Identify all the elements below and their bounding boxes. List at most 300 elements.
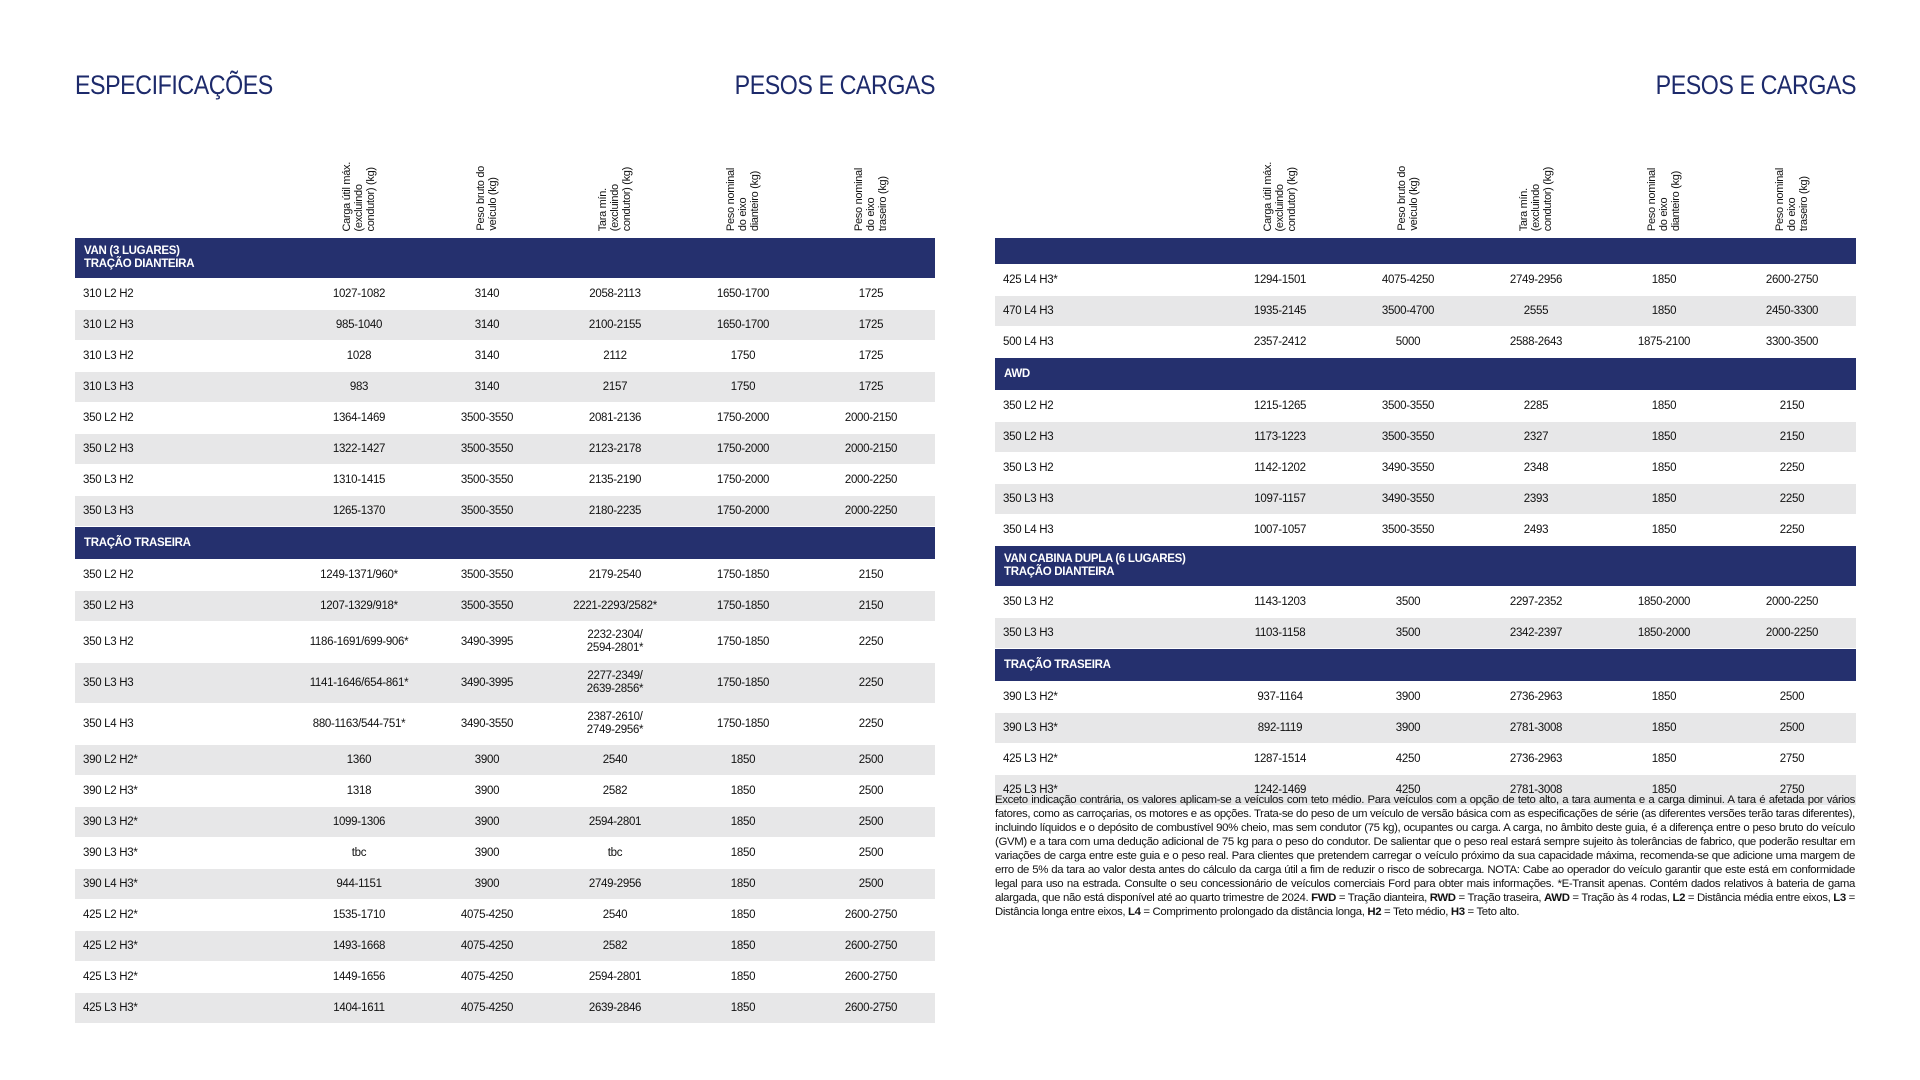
value-cell: 2594-2801: [551, 807, 679, 838]
table-header: [75, 154, 935, 238]
table-row: [75, 745, 935, 776]
value-cell: 1493-1668: [295, 931, 423, 962]
model-cell: 350 L2 H2: [75, 403, 295, 434]
value-cell: 1750-2000: [679, 496, 807, 527]
value-cell: 2749-2956: [1472, 265, 1600, 296]
value-cell: 3140: [423, 279, 551, 310]
section-title: TRAÇÃO TRASEIRA: [995, 649, 1856, 682]
model-cell: 425 L3 H2*: [995, 744, 1216, 775]
model-cell: 350 L3 H2: [75, 465, 295, 496]
table-row: [995, 265, 1856, 296]
value-cell: 2500: [807, 869, 935, 900]
page-title-especificacoes: ESPECIFICAÇÕES: [75, 70, 273, 100]
section-header-row: [75, 527, 935, 560]
table-row: [995, 587, 1856, 618]
value-cell: 1850: [679, 869, 807, 900]
value-cell: 1322-1427: [295, 434, 423, 465]
value-cell: 2250: [807, 704, 935, 745]
value-cell: 4250: [1344, 775, 1472, 806]
table-body: [75, 238, 935, 1024]
value-cell: 2749-2956: [551, 869, 679, 900]
model-cell: 350 L2 H2: [75, 560, 295, 591]
table-row: [995, 422, 1856, 453]
value-cell: 1875-2100: [1600, 327, 1728, 358]
value-cell: 2081-2136: [551, 403, 679, 434]
value-cell: 2297-2352: [1472, 587, 1600, 618]
value-cell: 2450-3300: [1728, 296, 1856, 327]
value-cell: 3500: [1344, 618, 1472, 649]
value-cell: 2232-2304/ 2594-2801*: [551, 622, 679, 663]
value-cell: 2221-2293/2582*: [551, 591, 679, 622]
value-cell: 1265-1370: [295, 496, 423, 527]
value-cell: 2150: [807, 560, 935, 591]
model-cell: 390 L2 H2*: [75, 745, 295, 776]
abbreviation-meaning: Teto alto: [1476, 906, 1517, 918]
value-cell: 2588-2643: [1472, 327, 1600, 358]
table-row: [995, 484, 1856, 515]
value-cell: 1535-1710: [295, 900, 423, 931]
page-title-pesos-cargas-right: PESOS E CARGAS: [1655, 70, 1856, 100]
value-cell: 3300-3500: [1728, 327, 1856, 358]
value-cell: 3500-3550: [423, 434, 551, 465]
column-header-label: Carga útil máx. (excluindo condutor) (kg): [1262, 161, 1298, 231]
page-title-pesos-cargas-left: PESOS E CARGAS: [734, 70, 935, 100]
model-cell: 310 L3 H2: [75, 341, 295, 372]
abbreviation-term: L3: [1833, 892, 1846, 904]
value-cell: 1310-1415: [295, 465, 423, 496]
value-cell: 2540: [551, 900, 679, 931]
value-cell: 3900: [423, 776, 551, 807]
value-cell: 1725: [807, 341, 935, 372]
column-header-label: Carga útil máx. (excluindo condutor) (kg): [341, 161, 377, 231]
value-cell: 937-1164: [1216, 682, 1344, 713]
abbreviation-meaning: Distância longa entre eixos: [995, 906, 1123, 918]
value-cell: 3490-3550: [1344, 453, 1472, 484]
value-cell: 2135-2190: [551, 465, 679, 496]
value-cell: 2327: [1472, 422, 1600, 453]
value-cell: 1850-2000: [1600, 618, 1728, 649]
column-header: [295, 154, 423, 238]
value-cell: 1318: [295, 776, 423, 807]
value-cell: 1850: [1600, 296, 1728, 327]
value-cell: 2387-2610/ 2749-2956*: [551, 704, 679, 745]
model-cell: 350 L3 H2: [995, 587, 1216, 618]
model-cell: 390 L3 H3*: [995, 713, 1216, 744]
value-cell: 2500: [807, 776, 935, 807]
value-cell: 1750-2000: [679, 403, 807, 434]
value-cell: 3900: [423, 745, 551, 776]
value-cell: 1850: [1600, 453, 1728, 484]
value-cell: 1028: [295, 341, 423, 372]
value-cell: 1650-1700: [679, 310, 807, 341]
value-cell: 2555: [1472, 296, 1600, 327]
column-header-label: Peso bruto do veículo (kg): [1396, 166, 1420, 231]
value-cell: 2357-2412: [1216, 327, 1344, 358]
table-row: [75, 962, 935, 993]
abbreviation-meaning: Tração traseira: [1467, 892, 1539, 904]
value-cell: 1850: [679, 962, 807, 993]
value-cell: 1850: [679, 776, 807, 807]
value-cell: 2000-2250: [1728, 587, 1856, 618]
value-cell: 3490-3550: [423, 704, 551, 745]
table-row: [995, 453, 1856, 484]
value-cell: 1750: [679, 341, 807, 372]
value-cell: 985-1040: [295, 310, 423, 341]
value-cell: 2000-2250: [1728, 618, 1856, 649]
value-cell: 892-1119: [1216, 713, 1344, 744]
column-header-label: Peso nominal do eixo traseiro (kg): [1774, 167, 1810, 231]
value-cell: 1850: [1600, 713, 1728, 744]
table-row: [75, 776, 935, 807]
model-cell: 350 L2 H3: [75, 434, 295, 465]
value-cell: 1750-1850: [679, 704, 807, 745]
value-cell: 1173-1223: [1216, 422, 1344, 453]
table-row: [75, 560, 935, 591]
value-cell: 1850: [1600, 744, 1728, 775]
abbreviation-list: FWD = Tração dianteira, RWD = Tração traseira, AWD = Tração às 4 rodas, L2 = Distância média entre eixos, L3 = Distância longa entre eixos, L4 = Comprimento prolongado da distância longa, H2 = Teto médio, H3 = Teto alto.: [995, 892, 1855, 918]
value-cell: 2500: [807, 745, 935, 776]
value-cell: 983: [295, 372, 423, 403]
column-header-label: Peso nominal do eixo traseiro (kg): [853, 167, 889, 231]
value-cell: 1750-1850: [679, 663, 807, 704]
section-title: AWD: [995, 358, 1856, 391]
section-header-row: [995, 546, 1856, 587]
abbreviation-term: H2: [1367, 906, 1382, 918]
value-cell: 1404-1611: [295, 993, 423, 1024]
value-cell: 3500-3550: [423, 560, 551, 591]
value-cell: 3500-3550: [1344, 391, 1472, 422]
value-cell: 2594-2801: [551, 962, 679, 993]
value-cell: 2250: [807, 663, 935, 704]
section-header-row: [75, 238, 935, 279]
value-cell: 1287-1514: [1216, 744, 1344, 775]
value-cell: 2736-2963: [1472, 682, 1600, 713]
section-header-row: [995, 649, 1856, 682]
column-header: [1728, 154, 1856, 238]
footnote-text: Exceto indicação contrária, os valores aplicam-se a veículos com teto médio. Para veículos com a opção de teto alto, a tara aumenta e a carga diminui. A tara é afetada por vários fatores, como as carroçarias, os motores e as opções. Trata-se do peso de um veículo de versão básica com as especificações de série (as diferentes versões terão taras diferentes), incluindo líquidos e o depósito de combustível 90% cheio, mas sem condutor (75 kg), ocupantes ou carga. A carga, no âmbito deste guia, é a diferença entre o peso bruto do veículo (GVM) e a tara com uma dedução adicional de 75 kg para o peso do condutor. De salientar que o peso real estará sempre sujeito às tolerâncias de fabrico, que poderão resultar em variações de carga entre este guia e o peso real. Para clientes que pretendem carregar o veículo próximo da sua capacidade máxima, recomenda-se que adicione uma margem de erro de 5% da tara ao valor desta antes do cálculo da carga útil a fim de reduzir o risco de sobrecarga. NOTA: Cabe ao operador do veículo garantir que este está em conformidade legal para uso na estrada. Consulte o seu concessionário de veículos comerciais Ford para obter mais informações. *E-Transit apenas. Contém dados relativos à bateria de gama alargada, que não está disponível até ao quarto trimestre de 2024.: [995, 794, 1855, 904]
column-header: [423, 154, 551, 238]
value-cell: 1750-1850: [679, 560, 807, 591]
value-cell: 2179-2540: [551, 560, 679, 591]
model-cell: 350 L3 H3: [75, 496, 295, 527]
abbreviation-term: L4: [1127, 906, 1141, 918]
value-cell: 2493: [1472, 515, 1600, 546]
value-cell: 1142-1202: [1216, 453, 1344, 484]
abbreviation-term: L2: [1672, 892, 1686, 904]
model-cell: 350 L3 H2: [995, 453, 1216, 484]
model-cell: 390 L3 H2*: [75, 807, 295, 838]
section-title: TRAÇÃO TRASEIRA: [75, 527, 935, 560]
value-cell: 2342-2397: [1472, 618, 1600, 649]
column-header-row: [75, 154, 935, 238]
value-cell: 4075-4250: [1344, 265, 1472, 296]
value-cell: 4075-4250: [423, 962, 551, 993]
value-cell: 2000-2150: [807, 434, 935, 465]
model-cell: 425 L3 H2*: [75, 962, 295, 993]
value-cell: 2781-3008: [1472, 775, 1600, 806]
value-cell: 2393: [1472, 484, 1600, 515]
table-row: [75, 372, 935, 403]
value-cell: 1143-1203: [1216, 587, 1344, 618]
column-header: [1216, 154, 1344, 238]
table-row: [995, 296, 1856, 327]
value-cell: 2180-2235: [551, 496, 679, 527]
value-cell: 2500: [1728, 713, 1856, 744]
value-cell: 1242-1469: [1216, 775, 1344, 806]
value-cell: 2600-2750: [807, 900, 935, 931]
value-cell: 1750: [679, 372, 807, 403]
value-cell: 2600-2750: [807, 962, 935, 993]
value-cell: 1850: [1600, 682, 1728, 713]
value-cell: 4075-4250: [423, 993, 551, 1024]
model-cell: 425 L2 H2*: [75, 900, 295, 931]
model-cell: 350 L4 H3: [75, 704, 295, 745]
model-cell: 390 L2 H3*: [75, 776, 295, 807]
column-header-label: Peso bruto do veículo (kg): [475, 166, 499, 231]
value-cell: 3500-3550: [1344, 422, 1472, 453]
value-cell: 2000-2150: [807, 403, 935, 434]
column-header-label: Peso nominal do eixo dianteiro (kg): [725, 167, 761, 231]
table-row: [75, 704, 935, 745]
value-cell: 2750: [1728, 775, 1856, 806]
abbreviation-meaning: Tração dianteira: [1347, 892, 1425, 904]
weights-table-right: [995, 154, 1856, 806]
model-cell: 310 L3 H3: [75, 372, 295, 403]
value-cell: 1850: [1600, 391, 1728, 422]
abbreviation-term: H3: [1450, 906, 1465, 918]
value-cell: 1249-1371/960*: [295, 560, 423, 591]
model-cell: 350 L3 H2: [75, 622, 295, 663]
value-cell: 1097-1157: [1216, 484, 1344, 515]
value-cell: 3900: [423, 869, 551, 900]
value-cell: 3500: [1344, 587, 1472, 618]
value-cell: 3900: [423, 838, 551, 869]
table-row: [995, 391, 1856, 422]
value-cell: 2500: [807, 807, 935, 838]
model-cell: 425 L3 H3*: [995, 775, 1216, 806]
table-row: [995, 327, 1856, 358]
value-cell: tbc: [551, 838, 679, 869]
table-row: [995, 618, 1856, 649]
model-cell: 425 L4 H3*: [995, 265, 1216, 296]
value-cell: 1207-1329/918*: [295, 591, 423, 622]
model-cell: 390 L4 H3*: [75, 869, 295, 900]
abbreviation-meaning: Tração às 4 rodas: [1581, 892, 1667, 904]
table-row: [995, 713, 1856, 744]
value-cell: 2582: [551, 931, 679, 962]
value-cell: 3140: [423, 372, 551, 403]
column-header: [807, 154, 935, 238]
table-row: [995, 682, 1856, 713]
column-header-label: Peso nominal do eixo dianteiro (kg): [1646, 167, 1682, 231]
value-cell: 2285: [1472, 391, 1600, 422]
value-cell: 2500: [807, 838, 935, 869]
value-cell: 3900: [423, 807, 551, 838]
value-cell: 2639-2846: [551, 993, 679, 1024]
model-cell: 390 L3 H3*: [75, 838, 295, 869]
value-cell: 1850: [1600, 265, 1728, 296]
model-cell: 425 L2 H3*: [75, 931, 295, 962]
table-row: [75, 496, 935, 527]
value-cell: 1007-1057: [1216, 515, 1344, 546]
model-cell: 310 L2 H3: [75, 310, 295, 341]
value-cell: 3500-3550: [423, 591, 551, 622]
weights-table-left: [75, 154, 935, 1024]
table-header: [995, 154, 1856, 238]
value-cell: 1850: [1600, 775, 1728, 806]
value-cell: 1449-1656: [295, 962, 423, 993]
table-row: [75, 663, 935, 704]
table-row: [75, 622, 935, 663]
value-cell: 1294-1501: [1216, 265, 1344, 296]
model-cell: 350 L3 H3: [995, 618, 1216, 649]
abbreviation-term: RWD: [1429, 892, 1456, 904]
value-cell: 1099-1306: [295, 807, 423, 838]
value-cell: 1850: [679, 745, 807, 776]
table-row: [75, 931, 935, 962]
value-cell: 1725: [807, 310, 935, 341]
table-row: [75, 591, 935, 622]
section-title: VAN CABINA DUPLA (6 LUGARES) TRAÇÃO DIANTEIRA: [995, 546, 1856, 587]
table-row: [75, 900, 935, 931]
value-cell: 4075-4250: [423, 900, 551, 931]
table-row: [75, 434, 935, 465]
value-cell: 2000-2250: [807, 496, 935, 527]
column-header: [551, 154, 679, 238]
model-cell: 350 L2 H2: [995, 391, 1216, 422]
value-cell: 4075-4250: [423, 931, 551, 962]
value-cell: 3500-3550: [423, 403, 551, 434]
value-cell: 2277-2349/ 2639-2856*: [551, 663, 679, 704]
table-row: [75, 869, 935, 900]
value-cell: 2348: [1472, 453, 1600, 484]
table-row: [75, 807, 935, 838]
column-header-label: Tara mín. (excluindo condutor) (kg): [1518, 166, 1554, 231]
model-cell: 470 L4 H3: [995, 296, 1216, 327]
value-cell: 2150: [1728, 391, 1856, 422]
model-cell: 390 L3 H2*: [995, 682, 1216, 713]
value-cell: 1750-1850: [679, 591, 807, 622]
value-cell: 880-1163/544-751*: [295, 704, 423, 745]
value-cell: 1850: [679, 993, 807, 1024]
value-cell: 3500-3550: [423, 465, 551, 496]
value-cell: 2600-2750: [807, 931, 935, 962]
table-row: [75, 279, 935, 310]
value-cell: 2250: [1728, 515, 1856, 546]
model-cell: 500 L4 H3: [995, 327, 1216, 358]
value-cell: 2112: [551, 341, 679, 372]
value-cell: 1364-1469: [295, 403, 423, 434]
value-cell: 3900: [1344, 713, 1472, 744]
model-cell: 350 L2 H3: [995, 422, 1216, 453]
table-row: [995, 744, 1856, 775]
model-cell: 350 L3 H3: [995, 484, 1216, 515]
value-cell: 1103-1158: [1216, 618, 1344, 649]
section-header-row: [995, 358, 1856, 391]
value-cell: 1850: [1600, 515, 1728, 546]
value-cell: 4250: [1344, 744, 1472, 775]
section-bar: [995, 238, 1856, 265]
value-cell: 1027-1082: [295, 279, 423, 310]
value-cell: 1650-1700: [679, 279, 807, 310]
model-cell: 350 L2 H3: [75, 591, 295, 622]
abbreviation-meaning: Teto médio: [1392, 906, 1446, 918]
model-cell: 310 L2 H2: [75, 279, 295, 310]
value-cell: 3490-3995: [423, 663, 551, 704]
value-cell: 3500-3550: [1344, 515, 1472, 546]
value-cell: 2100-2155: [551, 310, 679, 341]
value-cell: 1850: [679, 900, 807, 931]
table-row: [75, 403, 935, 434]
table-row: [75, 465, 935, 496]
value-cell: 5000: [1344, 327, 1472, 358]
value-cell: 1850: [1600, 484, 1728, 515]
value-cell: 1750-2000: [679, 434, 807, 465]
column-header: [1472, 154, 1600, 238]
value-cell: 3140: [423, 310, 551, 341]
value-cell: 2250: [1728, 453, 1856, 484]
value-cell: tbc: [295, 838, 423, 869]
value-cell: 1850: [679, 931, 807, 962]
value-cell: 2600-2750: [807, 993, 935, 1024]
column-header: [1344, 154, 1472, 238]
value-cell: 2000-2250: [807, 465, 935, 496]
abbreviation-meaning: Distância média entre eixos: [1697, 892, 1828, 904]
table-row: [75, 993, 935, 1024]
model-cell: 350 L3 H3: [75, 663, 295, 704]
value-cell: 1725: [807, 372, 935, 403]
model-cell: 425 L3 H3*: [75, 993, 295, 1024]
column-header-model: [75, 154, 295, 238]
table-body: [995, 238, 1856, 806]
value-cell: 1850-2000: [1600, 587, 1728, 618]
value-cell: 1215-1265: [1216, 391, 1344, 422]
section-title: VAN (3 LUGARES) TRAÇÃO DIANTEIRA: [75, 238, 935, 279]
column-header-row: [995, 154, 1856, 238]
value-cell: 3140: [423, 341, 551, 372]
value-cell: 1850: [679, 807, 807, 838]
value-cell: 3500-3550: [423, 496, 551, 527]
abbreviation-term: FWD: [1311, 892, 1336, 904]
abbreviation-term: AWD: [1544, 892, 1570, 904]
value-cell: 1750-1850: [679, 622, 807, 663]
value-cell: 2600-2750: [1728, 265, 1856, 296]
value-cell: 944-1151: [295, 869, 423, 900]
abbreviation-meaning: Comprimento prolongado da distância longa: [1152, 906, 1362, 918]
value-cell: 1850: [1600, 422, 1728, 453]
section-header-row: [995, 238, 1856, 265]
value-cell: 1725: [807, 279, 935, 310]
value-cell: 2150: [807, 591, 935, 622]
column-header-model: [995, 154, 1216, 238]
value-cell: 2123-2178: [551, 434, 679, 465]
footnotes: [995, 793, 1855, 919]
table-row: [75, 341, 935, 372]
value-cell: 2500: [1728, 682, 1856, 713]
value-cell: 3490-3550: [1344, 484, 1472, 515]
value-cell: 2150: [1728, 422, 1856, 453]
value-cell: 1186-1691/699-906*: [295, 622, 423, 663]
column-header: [679, 154, 807, 238]
column-header-label: Tara mín. (excluindo condutor) (kg): [597, 166, 633, 231]
value-cell: 2540: [551, 745, 679, 776]
table-row: [75, 310, 935, 341]
value-cell: 3500-4700: [1344, 296, 1472, 327]
value-cell: 2582: [551, 776, 679, 807]
table-row: [995, 515, 1856, 546]
value-cell: 2736-2963: [1472, 744, 1600, 775]
value-cell: 3490-3995: [423, 622, 551, 663]
